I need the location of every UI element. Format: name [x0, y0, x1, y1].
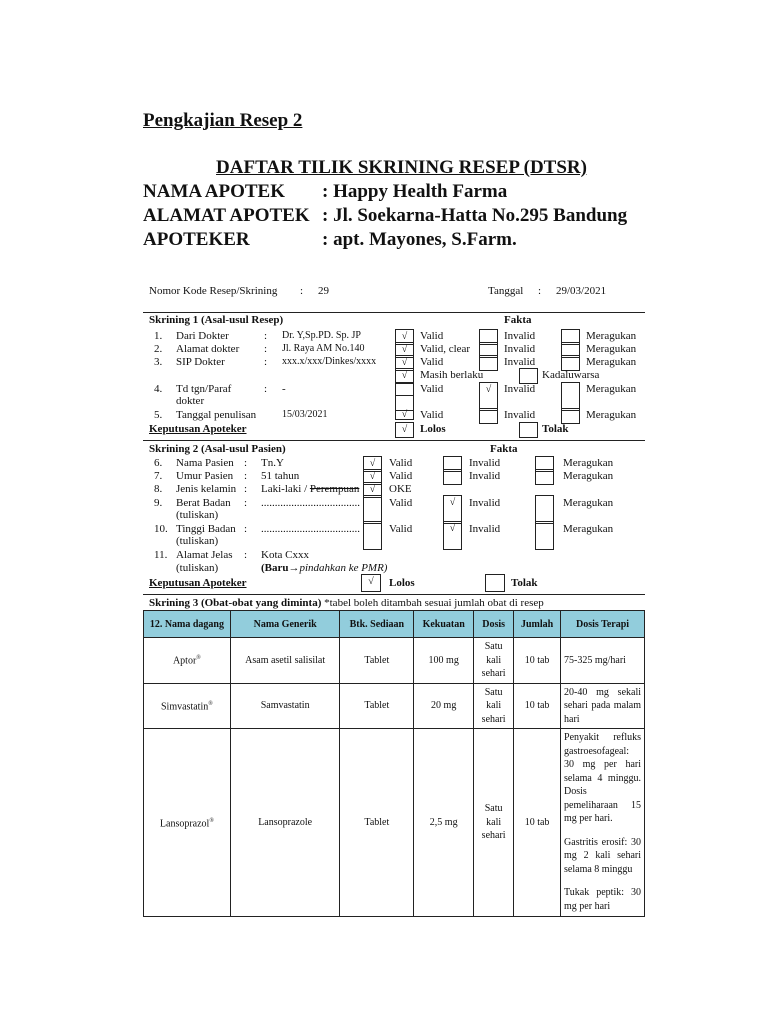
gender-male: Laki-laki / [261, 483, 310, 495]
kadaluwarsa-checkbox[interactable] [519, 368, 538, 384]
cell-nama-generik: Lansoprazole [230, 729, 340, 917]
table-row [144, 683, 645, 729]
tolak-checkbox-2[interactable] [485, 574, 505, 592]
drug-table [143, 610, 645, 917]
valid-checkbox[interactable] [363, 521, 382, 550]
s2-row-value: .................................... [261, 523, 360, 535]
meragukan-checkbox[interactable] [561, 408, 580, 424]
s1-row-label: Dari Dokter [176, 330, 229, 342]
invalid-checkbox[interactable] [443, 469, 462, 485]
s2-row-no: 8. [154, 483, 163, 495]
s1-row-colon: : [264, 383, 268, 395]
valid-checkbox[interactable]: √ [395, 355, 414, 371]
tanggal-colon: : [538, 285, 542, 297]
invalid-checkbox[interactable]: √ [443, 495, 462, 524]
opt-label: Meragukan [563, 497, 614, 509]
s2-row-value: 51 tahun [261, 470, 300, 482]
tolak-label-1: Tolak [542, 423, 569, 435]
skrining-1-fakta: Fakta [504, 314, 532, 326]
opt-label: Valid [420, 356, 444, 368]
s2-row-no: 9. [154, 497, 163, 509]
cell-dosis-terapi: 20-40 mg sekali sehari pada malam hari [561, 683, 645, 729]
opt-label: Meragukan [586, 356, 637, 368]
col-dosis-terapi: Dosis Terapi [561, 611, 645, 638]
alamat-note-detail: pindahkan ke PMR) [299, 562, 388, 574]
skrining-3-heading [149, 597, 544, 609]
arrow-icon: → [288, 562, 300, 574]
skrining-3-title: Skrining 3 (Obat-obat yang diminta) [149, 597, 322, 609]
s1-row-label: SIP Dokter [176, 356, 225, 368]
s2-row-value: Tn.Y [261, 457, 284, 469]
cell-nama-dagang: Simvastatin® [144, 683, 231, 729]
s2-row-colon: : [244, 470, 248, 482]
s1-row-no: 2. [154, 343, 163, 355]
cell-jumlah: 10 tab [514, 638, 561, 684]
s2-row-colon: : [244, 457, 248, 469]
cell-jumlah: 10 tab [514, 729, 561, 917]
masih-berlaku-checkbox[interactable]: √ [395, 368, 414, 384]
lolos-checkbox-1[interactable]: √ [395, 422, 414, 438]
lolos-label-2: Lolos [389, 577, 415, 589]
cell-dosis-terapi [561, 729, 645, 917]
opt-label: Meragukan [586, 330, 637, 342]
valid-checkbox[interactable]: √ [363, 456, 382, 472]
opt-label: Valid [420, 330, 444, 342]
cell-dosis: Satu kali sehari [474, 683, 514, 729]
gender-female-struck: Perempuan [309, 483, 360, 495]
cell-dosis: Satu kali sehari [474, 638, 514, 684]
dtsr-title: DAFTAR TILIK SKRINING RESEP (DTSR) [216, 157, 587, 178]
apoteker-label: APOTEKER [143, 229, 250, 250]
opt-label: Meragukan [563, 523, 614, 535]
alamat-apotek-value: : Jl. Soekarna-Hatta No.295 Bandung [322, 205, 628, 226]
opt-label: Kadaluwarsa [542, 369, 600, 381]
cell-sediaan: Tablet [340, 683, 414, 729]
col-dosis: Dosis [474, 611, 514, 638]
nama-apotek-label: NAMA APOTEK [143, 181, 285, 202]
s1-row-label: Td tgn/Paraf [176, 383, 232, 395]
opt-label: Invalid [504, 383, 536, 395]
apoteker-value: : apt. Mayones, S.Farm. [322, 229, 517, 250]
col-nama-dagang: 12. Nama dagang [144, 611, 231, 638]
invalid-checkbox[interactable] [479, 408, 498, 424]
s2-row-label-2: (tuliskan) [176, 562, 219, 574]
skrining-3-note: *tabel boleh ditambah sesuai jumlah obat di resep [321, 597, 544, 609]
opt-label: Invalid [504, 343, 536, 355]
s2-row-label: Jenis kelamin [176, 483, 237, 495]
s2-row-label: Tinggi Badan [176, 523, 236, 535]
cell-nama-generik: Samvastatin [230, 683, 340, 729]
terapi-gastritis: Gastritis erosif: 30 mg 2 kali sehari selama 8 minggu [564, 836, 641, 875]
kode-value: 29 [318, 285, 329, 297]
cell-kekuatan: 20 mg [414, 683, 474, 729]
valid-checkbox[interactable]: √ [395, 342, 414, 358]
opt-label: OKE [389, 483, 412, 495]
s1-row-value: 15/03/2021 [282, 409, 328, 420]
cell-nama-dagang: Lansoprazol® [144, 729, 231, 917]
opt-label: Invalid [504, 409, 536, 421]
s2-row-label-2: (tuliskan) [176, 535, 219, 547]
valid-checkbox[interactable] [363, 495, 382, 524]
col-kekuatan: Kekuatan [414, 611, 474, 638]
meragukan-checkbox[interactable] [535, 469, 554, 485]
col-jumlah: Jumlah [514, 611, 561, 638]
s2-row-colon: : [244, 497, 248, 509]
s1-row-value: - [282, 383, 286, 395]
tanggal-label: Tanggal [488, 285, 524, 297]
skrining-1-title: Skrining 1 (Asal-usul Resep) [149, 314, 284, 326]
oke-checkbox[interactable]: √ [363, 482, 382, 498]
skrining-2-title: Skrining 2 (Asal-usul Pasien) [149, 443, 286, 455]
cell-sediaan: Tablet [340, 638, 414, 684]
s1-row-label: Tanggal penulisan [176, 409, 257, 421]
s1-row-value: Dr. Y,Sp.PD. Sp. JP [282, 330, 361, 341]
valid-checkbox[interactable]: √ [395, 395, 414, 420]
s2-row-label: Umur Pasien [176, 470, 234, 482]
meragukan-checkbox[interactable] [561, 382, 580, 411]
opt-label: Invalid [469, 497, 501, 509]
cell-nama-generik: Asam asetil salisilat [230, 638, 340, 684]
valid-checkbox[interactable]: √ [395, 329, 414, 345]
opt-label: Masih berlaku [420, 369, 484, 381]
s2-row-colon: : [244, 523, 248, 535]
s2-row-value: Kota Cxxx [261, 549, 309, 561]
cell-dosis-terapi: 75-325 mg/hari [561, 638, 645, 684]
s2-row-no: 11. [154, 549, 168, 561]
cell-dosis: Satu kali sehari [474, 729, 514, 917]
terapi-refluks: Penyakit refluks gastroesofageal: 30 mg per hari selama 4 minggu. Dosis pemeliharaan 15 mg per hari. [564, 732, 641, 824]
opt-label: Invalid [469, 457, 501, 469]
opt-label: Invalid [469, 523, 501, 535]
invalid-checkbox[interactable]: √ [443, 521, 462, 550]
opt-label: Valid [420, 409, 444, 421]
skrining-2-fakta: Fakta [490, 443, 518, 455]
s2-row-no: 7. [154, 470, 163, 482]
opt-label: Valid [389, 457, 413, 469]
s1-row-value: xxx.x/xxx/Dinkes/xxxx [282, 356, 377, 367]
opt-label: Invalid [504, 330, 536, 342]
opt-label: Valid [389, 497, 413, 509]
s2-row-colon: : [244, 483, 248, 495]
alamat-note-baru: (Baru [261, 562, 289, 574]
tolak-label-2: Tolak [511, 577, 538, 589]
table-row [144, 729, 645, 917]
cell-kekuatan: 100 mg [414, 638, 474, 684]
opt-label: Meragukan [586, 383, 637, 395]
opt-label: Meragukan [563, 470, 614, 482]
opt-label: Meragukan [586, 343, 637, 355]
s2-row-colon: : [244, 549, 248, 561]
divider [143, 312, 645, 313]
opt-label: Invalid [504, 356, 536, 368]
s2-row-label: Nama Pasien [176, 457, 234, 469]
s1-row-no: 4. [154, 383, 163, 395]
invalid-checkbox[interactable]: √ [479, 382, 498, 411]
s1-row-colon: : [264, 330, 268, 342]
kode-colon: : [300, 285, 304, 297]
opt-label: Valid, clear [420, 343, 471, 355]
opt-label: Valid [389, 470, 413, 482]
cell-sediaan: Tablet [340, 729, 414, 917]
s2-row-value: .................................... [261, 497, 360, 509]
valid-checkbox[interactable]: √ [363, 469, 382, 485]
s1-row-label-2: dokter [176, 395, 205, 407]
s1-row-label: Alamat dokter [176, 343, 240, 355]
s1-row-no: 3. [154, 356, 163, 368]
cell-nama-dagang: Aptor® [144, 638, 231, 684]
opt-label: Meragukan [586, 409, 637, 421]
keputusan-apoteker-2: Keputusan Apoteker [149, 577, 247, 589]
nama-apotek-value: : Happy Health Farma [322, 181, 508, 202]
gender-value [261, 483, 359, 495]
opt-label: Meragukan [563, 457, 614, 469]
page-title: Pengkajian Resep 2 [143, 110, 303, 131]
cell-jumlah: 10 tab [514, 683, 561, 729]
table-header-row [144, 611, 645, 638]
col-nama-generik: Nama Generik [230, 611, 340, 638]
keputusan-apoteker-1: Keputusan Apoteker [149, 423, 247, 435]
s1-row-no: 1. [154, 330, 163, 342]
s1-row-colon: : [264, 356, 268, 368]
lolos-label-1: Lolos [420, 423, 446, 435]
s2-row-label: Berat Badan [176, 497, 231, 509]
opt-label: Valid [389, 523, 413, 535]
meragukan-checkbox[interactable] [535, 521, 554, 550]
alamat-apotek-label: ALAMAT APOTEK [143, 205, 310, 226]
divider [143, 440, 645, 441]
divider [143, 594, 645, 595]
tanggal-value: 29/03/2021 [556, 285, 607, 297]
col-btk-sediaan: Btk. Sediaan [340, 611, 414, 638]
kode-label: Nomor Kode Resep/Skrining [149, 285, 278, 297]
meragukan-checkbox[interactable] [535, 495, 554, 524]
s2-row-label-2: (tuliskan) [176, 509, 219, 521]
s1-row-colon: : [264, 343, 268, 355]
s1-row-value: Jl. Raya AM No.140 [282, 343, 365, 354]
s2-row-label: Alamat Jelas [176, 549, 233, 561]
opt-label: Invalid [469, 470, 501, 482]
opt-label: Valid [420, 383, 444, 395]
cell-kekuatan: 2,5 mg [414, 729, 474, 917]
tolak-checkbox-1[interactable] [519, 422, 538, 438]
terapi-tukak: Tukak peptik: 30 mg per hari [564, 887, 641, 912]
alamat-note [261, 562, 387, 574]
s2-row-no: 6. [154, 457, 163, 469]
s2-row-no: 10. [154, 523, 168, 535]
table-row [144, 638, 645, 684]
lolos-checkbox-2[interactable]: √ [361, 574, 381, 592]
s1-row-no: 5. [154, 409, 163, 421]
